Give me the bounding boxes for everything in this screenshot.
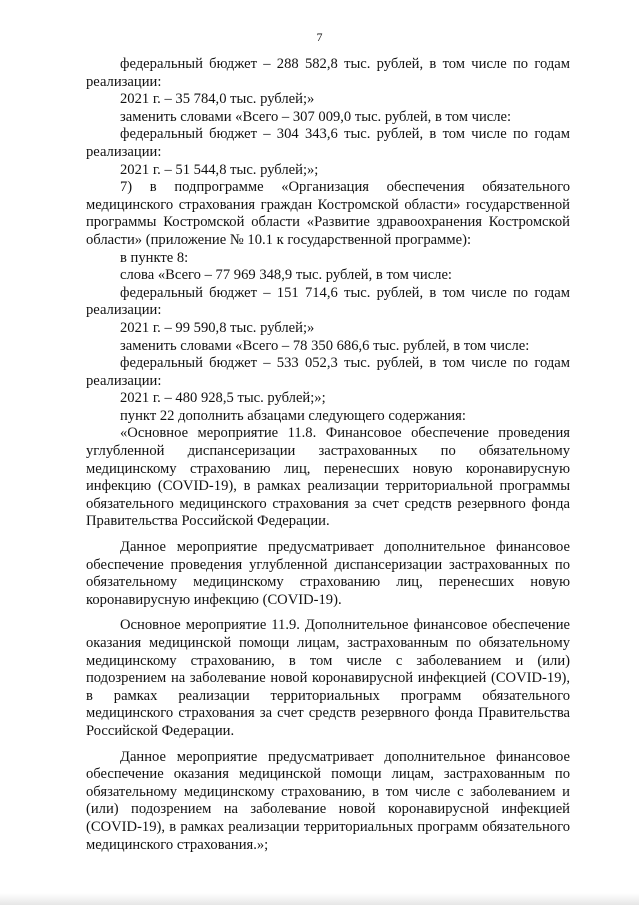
paragraph: 7) в подпрограмме «Организация обеспечения обязательного медицинского страхования граждан Костромской области» государственной программы Костромской области «Развитие здравоохранения Костромской области» (приложение № 10.1 к государственной программе): — [86, 179, 570, 248]
page-number: 7 — [316, 30, 323, 44]
paragraph: Основное мероприятие 11.9. Дополнительное финансовое обеспечение оказания медицинской помощи лицам, застрахованным по обязательному медицинскому страхованию, в том числе с заболеванием и (или) подозрением на заболевание новой коронавирусной инфекцией (COVID-19), в рамках реализации территориальных программ обязательного медицинского страхования за счет средств резервного фонда Правительства Российской Федерации. — [86, 617, 570, 739]
paragraph: федеральный бюджет – 288 582,8 тыс. рублей, в том числе по годам реализации: — [86, 56, 570, 90]
scan-edge-shadow — [0, 893, 639, 905]
paragraph: «Основное мероприятие 11.8. Финансовое обеспечение проведения углубленной диспансеризации застрахованных по обязательному медицинскому страхованию лиц, перенесших новую коронавирусную инфекцию (COVID-19), в рамках реализации территориальной программы обязательного медицинского страхования за счет средств резервного фонда Правительства Российской Федерации. — [86, 425, 570, 530]
paragraph: в пункте 8: — [120, 249, 189, 266]
paragraph: заменить словами «Всего – 78 350 686,6 тыс. рублей, в том числе: — [120, 337, 530, 354]
paragraph: 2021 г. – 51 544,8 тыс. рублей;»; — [120, 161, 319, 178]
paragraph: Данное мероприятие предусматривает дополнительное финансовое обеспечение оказания медицинской помощи лицам, застрахованным по обязательному медицинскому страхованию, в том числе с заболеванием и (или) подозрением на заболевание новой коронавирусной инфекцией (COVID-19), в рамках реализации территориальных программ обязательного медицинского страхования.»; — [86, 748, 570, 853]
paragraph: 2021 г. – 480 928,5 тыс. рублей;»; — [120, 390, 326, 407]
document-body — [86, 56, 570, 854]
paragraph: Данное мероприятие предусматривает дополнительное финансовое обеспечение проведения углубленной диспансеризации застрахованных по обязательному медицинскому страхованию лиц, перенесших новую коронавирусную инфекцию (COVID-19). — [86, 539, 570, 608]
paragraph: заменить словами «Всего – 307 009,0 тыс. рублей, в том числе: — [120, 108, 512, 125]
paragraph: 2021 г. – 99 590,8 тыс. рублей;» — [120, 319, 315, 336]
paragraph: федеральный бюджет – 151 714,6 тыс. рублей, в том числе по годам реализации: — [86, 284, 570, 319]
paragraph: пункт 22 дополнить абзацами следующего содержания: — [120, 407, 466, 424]
paragraph: федеральный бюджет – 304 343,6 тыс. рублей, в том числе по годам реализации: — [86, 126, 570, 160]
paragraph: федеральный бюджет – 533 052,3 тыс. рублей, в том числе по годам реализации: — [86, 355, 570, 389]
paragraph: слова «Всего – 77 969 348,9 тыс. рублей, в том числе: — [120, 267, 452, 284]
paragraph: 2021 г. – 35 784,0 тыс. рублей;» — [120, 91, 315, 108]
